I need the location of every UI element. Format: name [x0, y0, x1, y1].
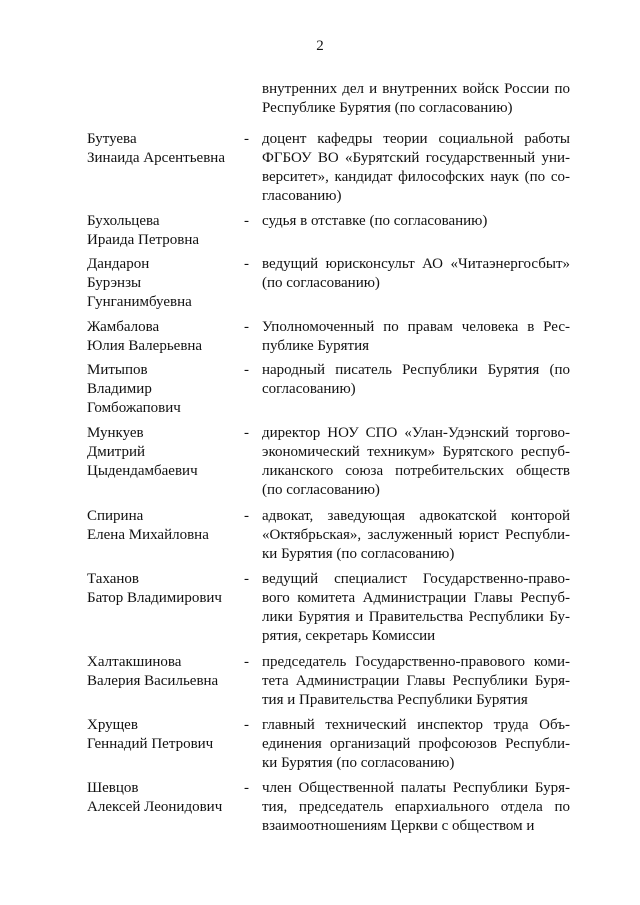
member-role [262, 424, 570, 500]
member-role-line: рятия, секретарь Комиссии [262, 628, 436, 644]
member-entry [0, 716, 640, 773]
member-dash: - [244, 571, 249, 587]
member-role-line: директор НОУ СПО «Улан-Удэнский торгово- [262, 425, 570, 441]
member-role [262, 318, 570, 356]
member-role-line: ведущий специалист Государственно-право- [262, 571, 570, 587]
member-role-line: «Октябрьская», заслуженный юрист Республи- [262, 527, 570, 543]
member-name-line: Таханов [87, 571, 140, 587]
member-role-line: согласованию) [262, 381, 356, 397]
member-name-line: Митыпов [87, 362, 148, 378]
member-role [262, 507, 570, 564]
member-name [87, 507, 237, 545]
member-dash: - [244, 717, 249, 733]
member-name-line: Валерия Васильевна [87, 673, 219, 689]
member-role-line: экономический техникум» Бурятского респуб- [262, 444, 570, 460]
member-entry [0, 653, 640, 710]
member-role-line: доцент кафедры теории социальной работы [262, 131, 570, 147]
member-name [87, 653, 237, 691]
continuation-line: внутренних дел и внутренних войск России по [262, 81, 570, 97]
member-entry [0, 570, 640, 646]
member-role-line: судья в отставке (по согласованию) [262, 213, 488, 229]
member-role-line: председатель Государственно-правового коми- [262, 654, 570, 670]
member-dash: - [244, 425, 249, 441]
member-role-line: (по согласованию) [262, 275, 380, 291]
member-role-line: единения организаций профсоюзов Республи- [262, 736, 570, 752]
member-name-line: Спирина [87, 508, 144, 524]
member-name [87, 361, 237, 418]
member-role [262, 779, 570, 836]
member-role-line: ФГБОУ ВО «Бурятский государственный уни- [262, 150, 570, 166]
member-name-line: Дмитрий [87, 444, 146, 460]
member-role [262, 255, 570, 293]
member-name [87, 130, 237, 168]
member-name-line: Геннадий Петрович [87, 736, 214, 752]
member-role-line: ликанского союза потребительских обществ [262, 463, 570, 479]
member-dash: - [244, 131, 249, 147]
member-role-line: верситет», кандидат философских наук (по со- [262, 169, 570, 185]
continuation-text [262, 80, 570, 118]
member-role-line: главный технический инспектор труда Объ- [262, 717, 570, 733]
member-entry [0, 779, 640, 836]
member-role-line: ки Бурятия (по согласованию) [262, 546, 455, 562]
member-role-line: член Общественной палаты Республики Буря- [262, 780, 570, 796]
member-dash: - [244, 213, 249, 229]
member-dash: - [244, 319, 249, 335]
member-role [262, 716, 570, 773]
member-entry [0, 130, 640, 206]
member-name-line: Халтакшинова [87, 654, 182, 670]
member-entry [0, 212, 640, 250]
member-name [87, 779, 237, 817]
member-dash: - [244, 780, 249, 796]
member-dash: - [244, 362, 249, 378]
member-entry [0, 424, 640, 500]
member-name-line: Мункуев [87, 425, 144, 441]
member-dash: - [244, 256, 249, 272]
member-role-line: взаимоотношениям Церкви с обществом и [262, 818, 535, 834]
member-name [87, 212, 237, 250]
continuation-line: Республике Бурятия (по согласованию) [262, 100, 513, 116]
member-role-line: лики Бурятия и Правительства Республики Бу- [262, 609, 570, 625]
member-name-line: Юлия Валерьевна [87, 338, 203, 354]
member-name-line: Владимир [87, 381, 152, 397]
member-role-line: народный писатель Республики Бурятия (по [262, 362, 570, 378]
member-role [262, 130, 570, 206]
member-role-line: публике Бурятия [262, 338, 370, 354]
member-name [87, 318, 237, 356]
member-name-line: Гомбожапович [87, 400, 181, 416]
member-entry [0, 318, 640, 356]
member-role-line: тета Администрации Главы Республики Буря- [262, 673, 570, 689]
member-entry [0, 255, 640, 312]
member-role [262, 570, 570, 646]
member-entry [0, 361, 640, 418]
member-name-line: Батор Владимирович [87, 590, 222, 606]
member-name-line: Елена Михайловна [87, 527, 209, 543]
member-name-line: Ираида Петровна [87, 232, 200, 248]
member-role-line: тия, председатель епархиального отдела по [262, 799, 570, 815]
page-number: 2 [316, 38, 324, 54]
member-name-line: Хрущев [87, 717, 138, 733]
member-name-line: Бурэнзы [87, 275, 142, 291]
member-name-line: Дандарон [87, 256, 150, 272]
member-name [87, 570, 237, 608]
member-role-line: ведущий юрисконсульт АО «Читаэнергосбыт» [262, 256, 570, 272]
member-role-line: Уполномоченный по правам человека в Рес- [262, 319, 570, 335]
member-entry [0, 507, 640, 564]
member-role [262, 361, 570, 399]
member-name-line: Бутуева [87, 131, 137, 147]
member-name [87, 255, 237, 312]
member-role-line: тия и Правительства Республики Бурятия [262, 692, 528, 708]
member-name-line: Гунганимбуевна [87, 294, 192, 310]
member-dash: - [244, 508, 249, 524]
member-name-line: Бухольцева [87, 213, 160, 229]
member-role [262, 212, 570, 231]
member-name-line: Алексей Леонидович [87, 799, 223, 815]
member-name-line: Шевцов [87, 780, 139, 796]
member-name-line: Зинаида Арсентьевна [87, 150, 225, 166]
member-role-line: вого комитета Администрации Главы Респуб- [262, 590, 570, 606]
member-role-line: адвокат, заведующая адвокатской конторой [262, 508, 570, 524]
member-role [262, 653, 570, 710]
member-role-line: (по согласованию) [262, 482, 380, 498]
member-role-line: гласованию) [262, 188, 342, 204]
member-dash: - [244, 654, 249, 670]
member-name-line: Цыдендамбаевич [87, 463, 198, 479]
member-name [87, 424, 237, 481]
member-name-line: Жамбалова [87, 319, 160, 335]
member-name [87, 716, 237, 754]
member-role-line: ки Бурятия (по согласованию) [262, 755, 455, 771]
